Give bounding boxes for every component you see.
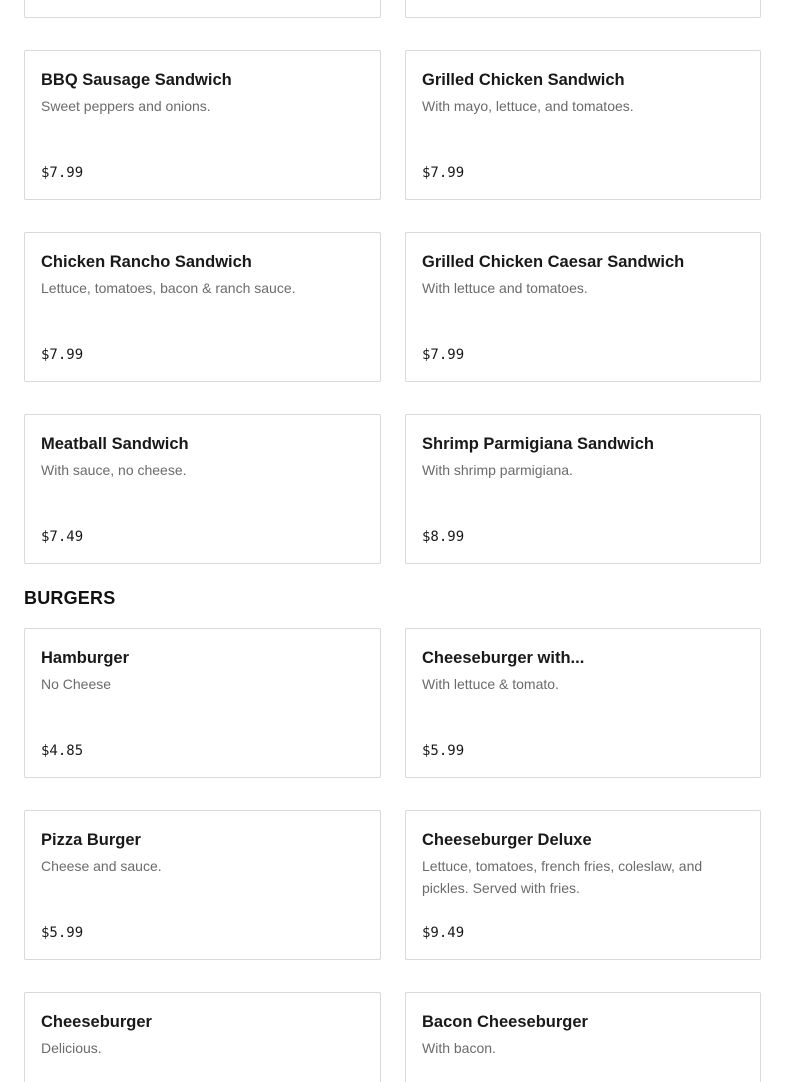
item-price: $4.85 xyxy=(41,743,84,759)
menu-item-card[interactable] xyxy=(405,992,761,1082)
item-description: With mayo, lettuce, and tomatoes. xyxy=(422,98,634,114)
item-price: $7.99 xyxy=(422,165,465,181)
item-price: $7.99 xyxy=(41,165,84,181)
item-price: $5.99 xyxy=(41,925,84,941)
item-description: Lettuce, tomatoes, bacon & ranch sauce. xyxy=(41,280,296,296)
menu-item-card[interactable] xyxy=(24,414,381,564)
item-description: Cheese and sauce. xyxy=(41,858,162,874)
sandwiches-grid xyxy=(24,0,761,564)
section-title-burgers: BURGERS xyxy=(24,588,116,608)
menu-item-card[interactable] xyxy=(405,0,761,18)
item-description: Delicious. xyxy=(41,1040,102,1056)
menu-item-card[interactable] xyxy=(405,50,761,200)
menu-item-card[interactable] xyxy=(24,628,381,778)
item-price: $5.99 xyxy=(422,743,465,759)
menu-item-card[interactable] xyxy=(24,50,381,200)
item-name: Grilled Chicken Sandwich xyxy=(422,71,625,89)
item-description: With shrimp parmigiana. xyxy=(422,462,573,478)
item-name: Shrimp Parmigiana Sandwich xyxy=(422,435,654,453)
menu-item-card[interactable] xyxy=(405,414,761,564)
item-description: With bacon. xyxy=(422,1040,496,1056)
item-description: With sauce, no cheese. xyxy=(41,462,187,478)
item-price: $9.49 xyxy=(422,925,465,941)
menu-item-card[interactable] xyxy=(405,810,761,960)
menu-item-card[interactable] xyxy=(24,810,381,960)
item-description: Sweet peppers and onions. xyxy=(41,98,211,114)
item-name: Cheeseburger with... xyxy=(422,649,585,667)
item-name: Meatball Sandwich xyxy=(41,435,189,453)
menu-item-card[interactable] xyxy=(405,232,761,382)
item-price: $7.49 xyxy=(41,529,84,545)
menu-item-card[interactable] xyxy=(405,628,761,778)
item-name: Hamburger xyxy=(41,649,130,667)
menu-item-card[interactable] xyxy=(24,0,381,18)
item-name: BBQ Sausage Sandwich xyxy=(41,71,232,89)
item-description: Lettuce, tomatoes, french fries, coleslaw, and pickles. Served with fries. xyxy=(422,858,703,896)
item-name: Pizza Burger xyxy=(41,831,141,849)
menu-item-card[interactable] xyxy=(24,992,381,1082)
item-name: Chicken Rancho Sandwich xyxy=(41,253,252,271)
item-name: Bacon Cheeseburger xyxy=(422,1013,588,1031)
menu-item-card[interactable] xyxy=(24,232,381,382)
item-price: $7.99 xyxy=(422,347,465,363)
item-description: With lettuce & tomato. xyxy=(422,676,559,692)
burgers-grid xyxy=(24,628,761,1082)
item-price: $8.99 xyxy=(422,529,465,545)
item-description: No Cheese xyxy=(41,676,112,692)
item-name: Grilled Chicken Caesar Sandwich xyxy=(422,253,685,271)
item-description: With lettuce and tomatoes. xyxy=(422,280,588,296)
item-name: Cheeseburger xyxy=(41,1013,152,1031)
item-price: $7.99 xyxy=(41,347,84,363)
item-name: Cheeseburger Deluxe xyxy=(422,831,592,849)
